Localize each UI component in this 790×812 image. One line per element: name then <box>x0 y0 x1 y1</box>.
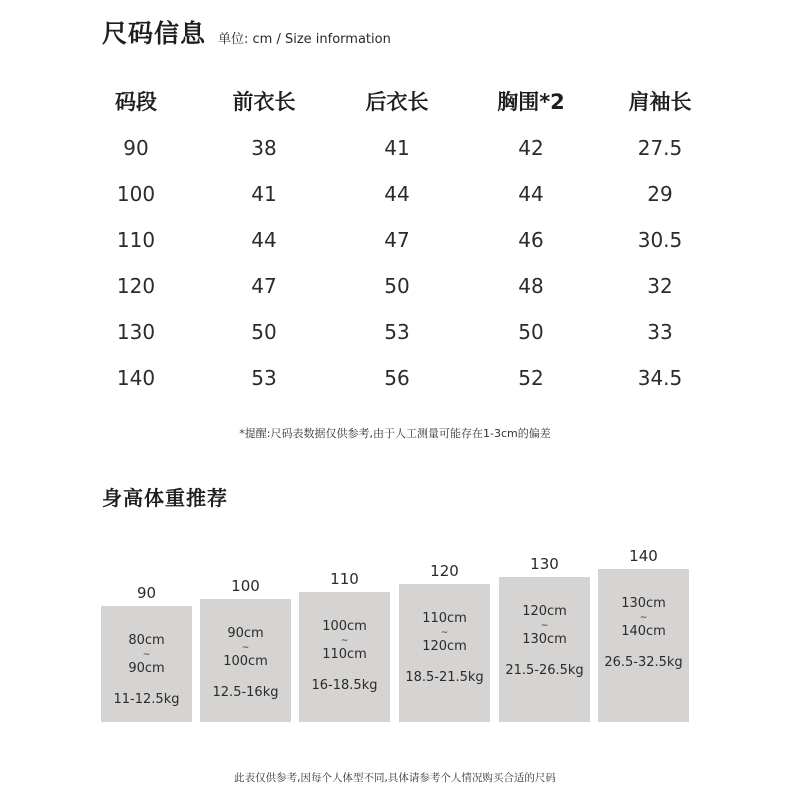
table-cell: 53 <box>384 320 410 344</box>
height-from: 110cm <box>422 611 467 626</box>
size-label: 100 <box>231 577 260 595</box>
size-block <box>598 569 689 722</box>
table-cell: 46 <box>518 228 544 252</box>
height-from: 130cm <box>621 596 666 611</box>
table-cell: 140 <box>116 366 156 390</box>
size-label: 130 <box>530 555 559 573</box>
tilde-separator: ~ <box>340 636 349 646</box>
table-cell: 27.5 <box>637 136 683 160</box>
column-header: 肩袖长 <box>628 90 692 114</box>
tilde-separator: ~ <box>639 613 648 623</box>
table-cell: 44 <box>518 182 544 206</box>
table-cell: 130 <box>116 320 156 344</box>
table-cell: 110 <box>116 228 156 252</box>
page-title: 尺码信息 <box>102 19 207 48</box>
column-header: 后衣长 <box>365 90 429 114</box>
table-cell: 50 <box>518 320 544 344</box>
unit-label: 单位: cm / Size information <box>218 32 391 47</box>
column-header: 前衣长 <box>232 90 296 114</box>
size-block <box>101 606 192 722</box>
table-cell: 50 <box>251 320 277 344</box>
table-cell: 41 <box>384 136 410 160</box>
table-cell: 30.5 <box>637 228 683 252</box>
tilde-separator: ~ <box>142 650 151 660</box>
measurement-note: *提醒:尺码表数据仅供参考,由于人工测量可能存在1-3cm的偏差 <box>239 427 551 440</box>
size-label: 120 <box>430 562 459 580</box>
height-to: 120cm <box>422 639 467 654</box>
height-to: 140cm <box>621 624 666 639</box>
table-cell: 50 <box>384 274 410 298</box>
tilde-separator: ~ <box>540 621 549 631</box>
size-block <box>299 592 390 722</box>
size-block <box>399 584 490 722</box>
weight-range: 21.5-26.5kg <box>505 663 584 678</box>
table-cell: 42 <box>518 136 544 160</box>
recommend-title: 身高体重推荐 <box>102 486 228 510</box>
table-cell: 34.5 <box>637 366 683 390</box>
size-label: 140 <box>629 547 658 565</box>
weight-range: 26.5-32.5kg <box>604 655 683 670</box>
size-label: 90 <box>136 584 157 602</box>
tilde-separator: ~ <box>241 643 250 653</box>
size-label: 110 <box>330 570 359 588</box>
height-from: 90cm <box>227 626 264 641</box>
table-cell: 52 <box>518 366 544 390</box>
weight-range: 18.5-21.5kg <box>405 670 484 685</box>
footer-note: 此表仅供参考,因每个人体型不同,具体请参考个人情况购买合适的尺码 <box>234 772 556 784</box>
height-to: 110cm <box>322 647 367 662</box>
table-cell: 38 <box>251 136 277 160</box>
height-from: 80cm <box>128 633 165 648</box>
table-cell: 90 <box>123 136 149 160</box>
table-cell: 53 <box>251 366 277 390</box>
table-cell: 29 <box>647 182 673 206</box>
table-cell: 33 <box>647 320 673 344</box>
table-cell: 100 <box>116 182 156 206</box>
tilde-separator: ~ <box>440 628 449 638</box>
size-block <box>200 599 291 722</box>
table-cell: 47 <box>384 228 410 252</box>
table-cell: 32 <box>647 274 673 298</box>
height-from: 100cm <box>322 619 367 634</box>
size-block <box>499 577 590 722</box>
height-from: 120cm <box>522 604 567 619</box>
table-cell: 41 <box>251 182 277 206</box>
table-cell: 120 <box>116 274 156 298</box>
table-cell: 44 <box>384 182 410 206</box>
height-to: 130cm <box>522 632 567 647</box>
column-header: 码段 <box>115 90 157 114</box>
weight-range: 12.5-16kg <box>212 685 279 700</box>
column-header: 胸围*2 <box>497 90 565 114</box>
table-cell: 48 <box>518 274 544 298</box>
table-cell: 47 <box>251 274 277 298</box>
weight-range: 16-18.5kg <box>311 678 378 693</box>
height-to: 90cm <box>128 661 165 676</box>
weight-range: 11-12.5kg <box>113 692 180 707</box>
height-to: 100cm <box>223 654 268 669</box>
table-cell: 44 <box>251 228 277 252</box>
table-cell: 56 <box>384 366 410 390</box>
